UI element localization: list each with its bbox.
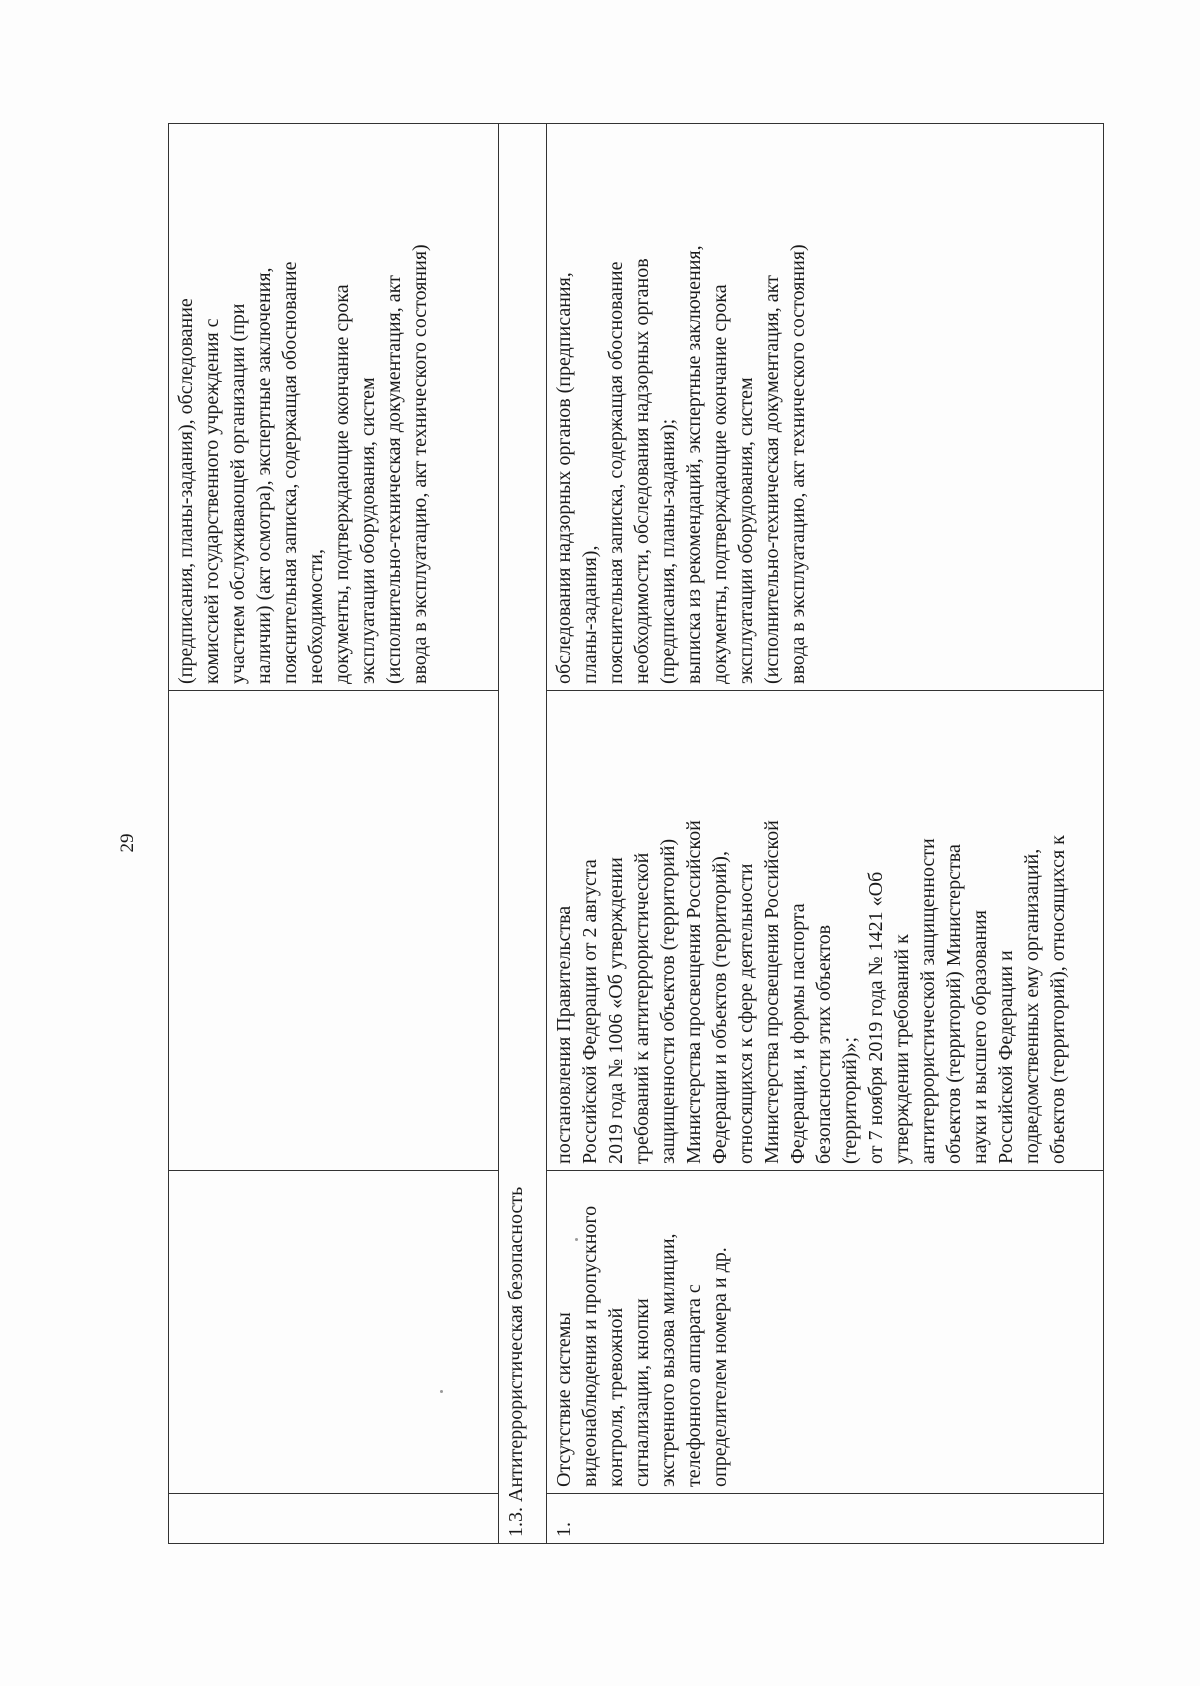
row-number: 1. bbox=[553, 1522, 575, 1537]
rotated-table-container bbox=[168, 124, 1103, 1544]
legal-basis-text: постановления Правительства Российской Федерации от 2 августа 2019 года № 1006 «Об утверждении требований к антитеррористической защищенности объектов (территорий) Министерства просвещения Российской Федерации и объектов (территорий), относящихся к сфере деятельности Министерства просвещения Российской Федерации, и формы паспорта безопасности этих объектов (территорий)»; от 7 ноября 2019 года № 1421 «Об утверждении требований к антитеррористической защищенности объектов (территорий) Министерства науки и высшего образования Российской Федерации и подведомственных ему организаций, объектов (территорий), относящихся к bbox=[553, 820, 1069, 1164]
documents-text: (предписания, планы-задания), обследование комиссией государственного учреждения с участием обслуживающей организации (при наличии) (акт осмотра), экспертные заключения, пояснительная записка, содержащая обоснование необходимости, документы, подтверждающие окончание срока эксплуатации оборудования, систем (исполнительно-техническая документация, акт ввода в эксплуатацию, акт технического состояния) bbox=[175, 244, 431, 684]
table-row-continuation bbox=[169, 124, 499, 1544]
cell-risk-empty bbox=[169, 1171, 499, 1494]
section-header-row bbox=[499, 124, 547, 1544]
page-number: 29 bbox=[117, 833, 138, 853]
section-title: 1.3. Антитеррористическая безопасность bbox=[505, 1186, 527, 1537]
scan-speck bbox=[440, 1390, 443, 1393]
cell-documents bbox=[547, 124, 1104, 691]
cell-legal-basis bbox=[547, 691, 1104, 1171]
requirements-table bbox=[168, 123, 1104, 1544]
risk-description: Отсутствие системы видеонаблюдения и пропускного контроля, тревожной сигнализации, кнопки экстренного вызова милиции, телефонного аппарата с определителем номера и др. bbox=[553, 1205, 731, 1487]
cell-risk bbox=[547, 1171, 1104, 1494]
cell-basis-empty bbox=[169, 691, 499, 1171]
cell-number-empty bbox=[169, 1494, 499, 1544]
cell-documents bbox=[169, 124, 499, 691]
documents-text: обследования надзорных органов (предписания, планы-задания), пояснительная записка, содержащая обоснование необходимости, обследования надзорных органов (предписания, планы-задания); выписка из рекомендаций, экспертные заключения, документы, подтверждающие окончание срока эксплуатации оборудования, систем (исполнительно-техническая документация, акт ввода в эксплуатацию, акт технического состояния) bbox=[553, 244, 809, 684]
scan-speck bbox=[575, 1238, 578, 1241]
table-row bbox=[547, 124, 1104, 1544]
section-title-cell bbox=[499, 124, 547, 1544]
cell-number bbox=[547, 1494, 1104, 1544]
